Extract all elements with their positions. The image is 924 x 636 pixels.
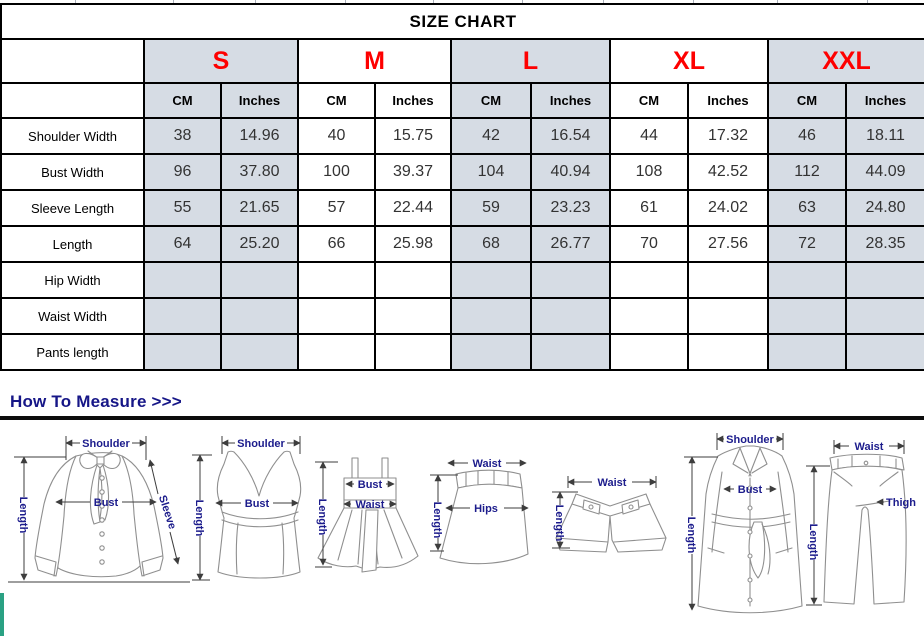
shorts-drawing <box>556 494 666 552</box>
unit-header-cm: CM <box>610 83 688 118</box>
figure-dress <box>315 458 418 572</box>
grid-tick <box>345 0 346 3</box>
value-cell <box>531 334 610 370</box>
value-cell <box>298 298 375 334</box>
value-cell: 44.09 <box>846 154 924 190</box>
dress-label-length: Length <box>316 498 328 536</box>
grid-tick <box>867 0 868 3</box>
value-cell <box>144 334 221 370</box>
left-edge-green-strip <box>0 593 4 636</box>
value-cell: 38 <box>144 118 221 154</box>
value-cell <box>298 334 375 370</box>
pants-label-waist: Waist <box>854 441 884 453</box>
value-cell: 40 <box>298 118 375 154</box>
value-cell: 14.96 <box>221 118 298 154</box>
value-cell <box>768 334 846 370</box>
coat-label-bust: Bust <box>737 484 763 496</box>
shorts-label-length: Length <box>553 504 565 542</box>
table-row <box>1 334 924 370</box>
dress-label-bust: Bust <box>357 479 383 491</box>
value-cell <box>375 262 451 298</box>
figure-blouse <box>8 436 190 582</box>
figure-tank-top <box>192 436 301 580</box>
value-cell: 21.65 <box>221 190 298 226</box>
figure-skirt <box>430 458 528 564</box>
how-to-measure-heading: How To Measure >>> <box>10 392 182 411</box>
value-cell <box>221 298 298 334</box>
skirt-label-length: Length <box>431 501 443 539</box>
value-cell: 23.23 <box>531 190 610 226</box>
grid-tick <box>173 0 174 3</box>
value-cell <box>768 298 846 334</box>
unit-header-cm: CM <box>298 83 375 118</box>
size-header-s: S <box>144 39 298 83</box>
size-header-m: M <box>298 39 451 83</box>
value-cell <box>221 262 298 298</box>
grid-tick <box>433 0 434 3</box>
value-cell <box>451 298 531 334</box>
table-row <box>1 226 924 262</box>
value-cell: 25.98 <box>375 226 451 262</box>
pants-label-thigh: Thigh <box>886 497 916 509</box>
value-cell: 37.80 <box>221 154 298 190</box>
coat-drawing <box>698 446 802 613</box>
title-row <box>1 4 924 39</box>
value-cell <box>451 262 531 298</box>
table-row <box>1 154 924 190</box>
table-row <box>1 298 924 334</box>
grid-tick <box>522 0 523 3</box>
value-cell: 68 <box>451 226 531 262</box>
value-cell <box>610 262 688 298</box>
value-cell: 42 <box>451 118 531 154</box>
value-cell <box>610 334 688 370</box>
row-label: Shoulder Width <box>1 118 144 154</box>
value-cell <box>144 298 221 334</box>
table-row <box>1 262 924 298</box>
value-cell: 27.56 <box>688 226 768 262</box>
figure-shorts <box>552 476 666 552</box>
tank-top-label-bust: Bust <box>244 498 270 510</box>
value-cell: 100 <box>298 154 375 190</box>
value-cell: 17.32 <box>688 118 768 154</box>
unit-header-inches: Inches <box>531 83 610 118</box>
value-cell: 28.35 <box>846 226 924 262</box>
unit-header-cm: CM <box>768 83 846 118</box>
value-cell <box>451 334 531 370</box>
unit-header-inches: Inches <box>375 83 451 118</box>
value-cell: 96 <box>144 154 221 190</box>
value-cell <box>610 298 688 334</box>
row-label: Sleeve Length <box>1 190 144 226</box>
value-cell: 40.94 <box>531 154 610 190</box>
value-cell: 64 <box>144 226 221 262</box>
value-cell <box>688 298 768 334</box>
table-row <box>1 190 924 226</box>
value-cell: 72 <box>768 226 846 262</box>
skirt-drawing <box>440 470 528 563</box>
row-label: Pants length <box>1 334 144 370</box>
table-row <box>1 118 924 154</box>
dress-drawing <box>318 458 418 572</box>
figure-pants <box>806 440 916 605</box>
dress-label-waist: Waist <box>355 499 385 511</box>
value-cell: 24.02 <box>688 190 768 226</box>
row-label: Hip Width <box>1 262 144 298</box>
pants-drawing <box>824 454 906 604</box>
grid-tick <box>75 0 76 3</box>
figure-coat <box>684 433 802 613</box>
tank-top-label-shoulder: Shoulder <box>237 438 285 450</box>
value-cell: 112 <box>768 154 846 190</box>
coat-label-length: Length <box>685 516 697 554</box>
corner-cell <box>1 83 144 118</box>
value-cell: 66 <box>298 226 375 262</box>
size-header-xl: XL <box>610 39 768 83</box>
unit-header-row <box>1 83 924 118</box>
value-cell: 108 <box>610 154 688 190</box>
value-cell: 39.37 <box>375 154 451 190</box>
blouse-label-bust: Bust <box>93 497 119 509</box>
value-cell <box>846 298 924 334</box>
unit-header-inches: Inches <box>846 83 924 118</box>
unit-header-cm: CM <box>144 83 221 118</box>
value-cell <box>375 334 451 370</box>
row-label: Waist Width <box>1 298 144 334</box>
value-cell: 44 <box>610 118 688 154</box>
value-cell <box>768 262 846 298</box>
value-cell: 57 <box>298 190 375 226</box>
value-cell: 25.20 <box>221 226 298 262</box>
value-cell: 46 <box>768 118 846 154</box>
value-cell: 104 <box>451 154 531 190</box>
value-cell <box>688 262 768 298</box>
row-label: Length <box>1 226 144 262</box>
size-chart-table <box>0 3 924 371</box>
value-cell: 70 <box>610 226 688 262</box>
top-grid-sliver <box>0 0 924 3</box>
blouse-drawing <box>35 451 163 577</box>
blouse-label-shoulder: Shoulder <box>82 438 130 450</box>
shorts-label-waist: Waist <box>597 477 627 489</box>
value-cell <box>298 262 375 298</box>
page-title: SIZE CHART <box>1 4 924 39</box>
size-header-row <box>1 39 924 83</box>
value-cell: 26.77 <box>531 226 610 262</box>
unit-header-inches: Inches <box>688 83 768 118</box>
value-cell: 22.44 <box>375 190 451 226</box>
value-cell: 63 <box>768 190 846 226</box>
coat-label-shoulder: Shoulder <box>726 434 774 446</box>
tank-top-drawing <box>217 451 301 578</box>
value-cell: 59 <box>451 190 531 226</box>
pants-label-length: Length <box>807 523 819 561</box>
grid-tick <box>693 0 694 3</box>
corner-cell <box>1 39 144 83</box>
value-cell: 16.54 <box>531 118 610 154</box>
grid-tick <box>255 0 256 3</box>
value-cell <box>846 262 924 298</box>
blouse-label-sleeve: Sleeve <box>155 493 179 531</box>
row-label: Bust Width <box>1 154 144 190</box>
measure-figures-svg <box>0 420 924 631</box>
value-cell <box>846 334 924 370</box>
value-cell <box>144 262 221 298</box>
value-cell: 18.11 <box>846 118 924 154</box>
value-cell: 61 <box>610 190 688 226</box>
skirt-label-waist: Waist <box>472 458 502 470</box>
size-header-l: L <box>451 39 610 83</box>
value-cell <box>688 334 768 370</box>
value-cell <box>531 298 610 334</box>
value-cell: 15.75 <box>375 118 451 154</box>
grid-tick <box>603 0 604 3</box>
value-cell: 24.80 <box>846 190 924 226</box>
size-header-xxl: XXL <box>768 39 924 83</box>
value-cell: 42.52 <box>688 154 768 190</box>
tank-top-label-length: Length <box>193 499 205 537</box>
grid-tick <box>777 0 778 3</box>
value-cell <box>221 334 298 370</box>
blouse-label-length: Length <box>17 496 29 534</box>
unit-header-cm: CM <box>451 83 531 118</box>
unit-header-inches: Inches <box>221 83 298 118</box>
skirt-label-hips: Hips <box>474 503 498 515</box>
how-to-measure-figures <box>0 420 924 631</box>
value-cell <box>375 298 451 334</box>
value-cell: 55 <box>144 190 221 226</box>
value-cell <box>531 262 610 298</box>
